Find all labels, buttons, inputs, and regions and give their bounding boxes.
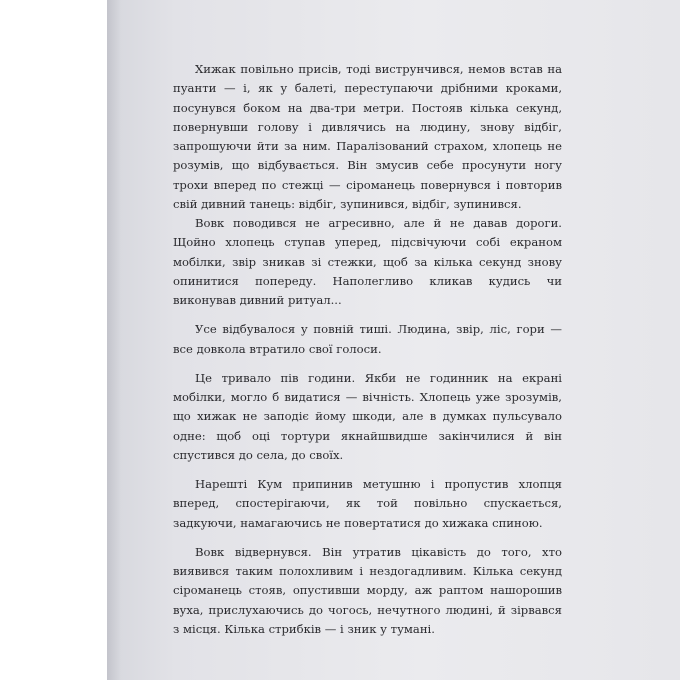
- paragraph-6: Вовк відвернувся. Він утратив цікавість до того, хто виявився таким полохливим і нездогадливим. Кілька секунд сіроманець стояв, опустивши морду, аж раптом нашорошив вуха, прислухаючись до чогось, нечутного людині, й зірвався з місця. Кілька стрибків — і зник у тумані.: [173, 544, 562, 636]
- paragraph-4: Це тривало пів години. Якби не годинник на екрані мобілки, могло б видатися — вічність. Хлопець уже зрозумів, що хижак не заподіє йому шкоди, але в думках пульсувало одне: щоб оці тортури якнайшвидше закінчилися й він спустився до села, до своїх.: [173, 370, 562, 462]
- book-page: [107, 0, 680, 680]
- paragraph-2: Вовк поводився не агресивно, але й не давав дороги. Щойно хлопець ступав уперед, підсвічуючи собі екраном мобілки, звір зникав зі стежки, щоб за кілька секунд знову опинитися попереду. Наполегливо кликав кудись чи виконував дивний ритуал...: [173, 216, 562, 307]
- page-text-block: [173, 60, 562, 639]
- page-gutter-shadow: [107, 0, 121, 680]
- paragraph-3: Усе відбувалося у повній тиші. Людина, звір, ліс, гори — все довкола втратило свої голоси.: [173, 322, 562, 356]
- paragraph-5: Нарешті Кум припинив метушню і пропустив хлопця вперед, спостерігаючи, як той повільно спускається, задкуючи, намагаючись не повертатися до хижака спиною.: [173, 477, 562, 530]
- paragraph-1: Хижак повільно присів, тоді виструнчився, немов встав на пуанти — і, як у балеті, переступаючи дрібними кроками, посунувся боком на два-три метри. Постояв кілька секунд, повернувши голову і дивлячись на людину, знову відбіг, запрошуючи йти за ним. Паралізований страхом, хлопець не розумів, що відбувається. Він змусив себе просунути ногу трохи вперед по стежці — сіроманець повернувся і повторив свій дивний танець: відбіг, зупинився, відбіг, зупинився.: [173, 62, 562, 211]
